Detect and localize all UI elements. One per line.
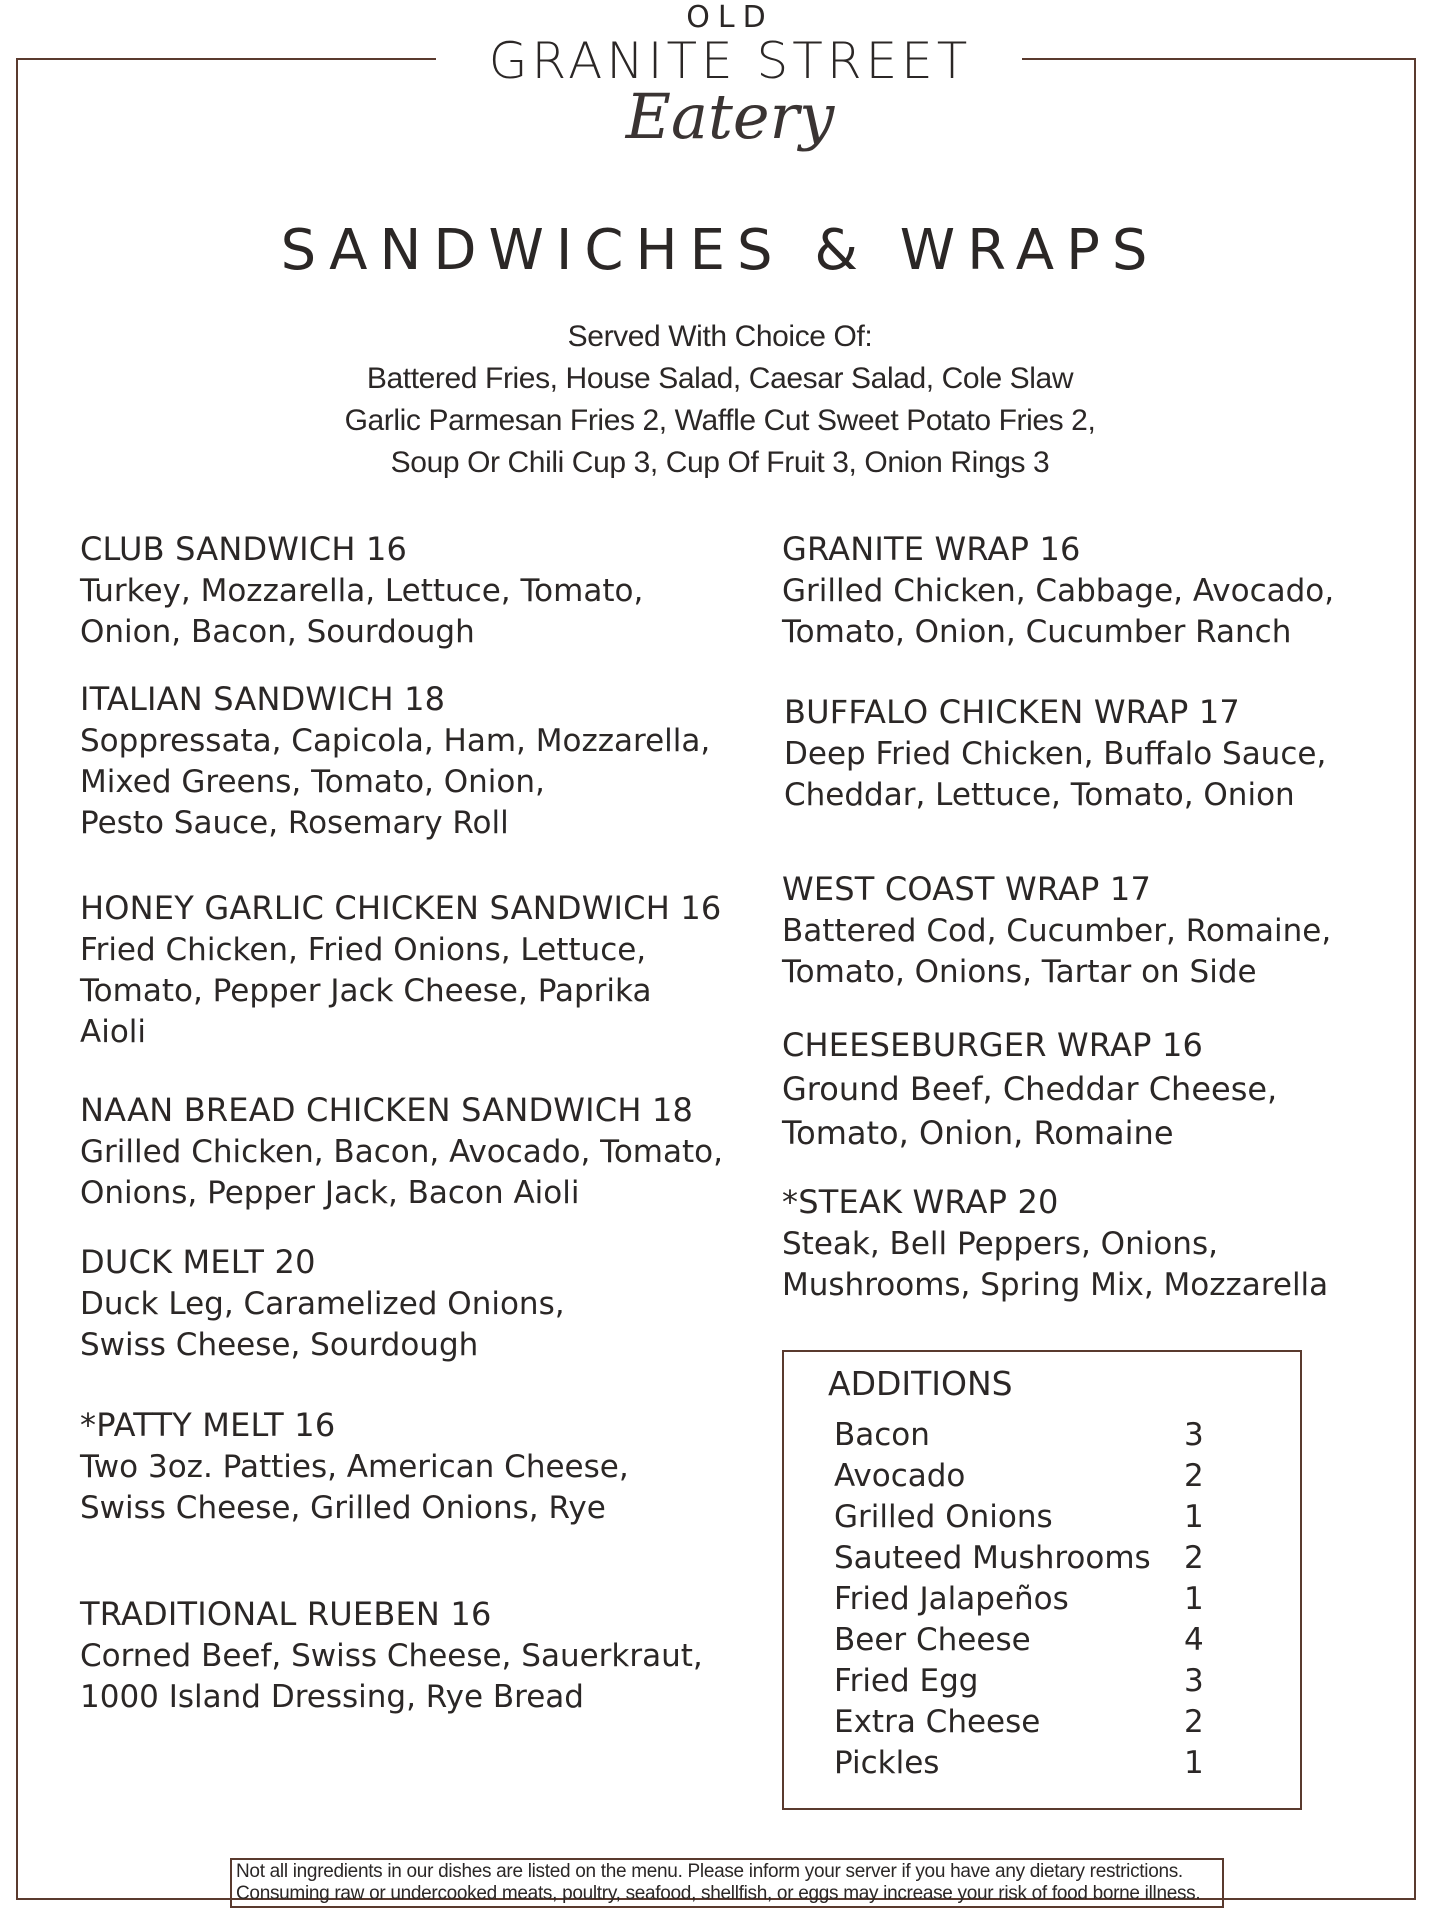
menu-item: [80, 1592, 780, 1718]
menu-item-desc: Turkey, Mozzarella, Lettuce, Tomato, Onion, Bacon, Sourdough: [80, 573, 644, 650]
menu-item-name: NAAN BREAD CHICKEN SANDWICH 18: [80, 1091, 694, 1129]
addition-price: 1: [1184, 1581, 1204, 1617]
menu-item-desc: Steak, Bell Peppers, Onions, Mushrooms, Spring Mix, Mozzarella: [782, 1226, 1329, 1303]
menu-item: [80, 527, 780, 653]
menu-item-desc: Duck Leg, Caramelized Onions, Swiss Cheese, Sourdough: [80, 1286, 565, 1363]
menu-item-desc: Corned Beef, Swiss Cheese, Sauerkraut, 1000 Island Dressing, Rye Bread: [80, 1638, 703, 1715]
logo-main: GRANITE STREET: [488, 32, 972, 90]
logo-old: OLD: [686, 0, 774, 35]
disclaimer-line: Not all ingredients in our dishes are listed on the menu. Please inform your server if you have any dietary restrictions.: [236, 1861, 1183, 1882]
menu-item-name: WEST COAST WRAP 17: [782, 870, 1152, 908]
menu-item: [782, 1180, 1440, 1306]
sides-line: Served With Choice Of:: [567, 320, 873, 353]
addition-label: Avocado: [834, 1458, 966, 1494]
addition-price: 2: [1184, 1540, 1204, 1576]
restaurant-logo: [430, 0, 1030, 170]
menu-item: [80, 1240, 780, 1366]
additions-box: [782, 1350, 1302, 1810]
menu-item-name: DUCK MELT 20: [80, 1243, 316, 1281]
addition-label: Pickles: [834, 1745, 940, 1781]
addition-price: 1: [1184, 1499, 1204, 1535]
page-title: SANDWICHES & WRAPS: [280, 218, 1160, 283]
addition-price: 3: [1184, 1417, 1204, 1453]
border-top-left: [16, 58, 436, 60]
menu-item-name: *PATTY MELT 16: [80, 1406, 336, 1444]
menu-item: [784, 690, 1440, 816]
menu-item-name: HONEY GARLIC CHICKEN SANDWICH 16: [80, 889, 722, 927]
addition-label: Sauteed Mushrooms: [834, 1540, 1151, 1576]
addition-label: Grilled Onions: [834, 1499, 1053, 1535]
menu-item: [80, 677, 780, 844]
addition-label: Fried Egg: [834, 1663, 979, 1699]
menu-item-desc: Grilled Chicken, Cabbage, Avocado, Tomato, Onion, Cucumber Ranch: [782, 573, 1335, 650]
menu-item: [80, 1088, 780, 1214]
menu-item-desc: Ground Beef, Cheddar Cheese, Tomato, Onion, Romaine: [782, 1070, 1278, 1152]
menu-item-name: CLUB SANDWICH 16: [80, 530, 408, 568]
addition-label: Bacon: [834, 1417, 930, 1453]
sides-line: Garlic Parmesan Fries 2, Waffle Cut Sweet Potato Fries 2,: [344, 404, 1096, 437]
disclaimer-line: Consuming raw or undercooked meats, poultry, seafood, shellfish, or eggs may increase your risk of food borne illness.: [236, 1883, 1201, 1904]
menu-item-name: ITALIAN SANDWICH 18: [80, 680, 446, 718]
menu-item: [80, 886, 780, 1053]
menu-item-name: *STEAK WRAP 20: [782, 1183, 1059, 1221]
addition-label: Extra Cheese: [834, 1704, 1041, 1740]
menu-item-desc: Two 3oz. Patties, American Cheese, Swiss Cheese, Grilled Onions, Rye: [80, 1449, 629, 1526]
logo-script: Eatery: [625, 80, 835, 153]
sides-line: Soup Or Chili Cup 3, Cup Of Fruit 3, Onion Rings 3: [390, 446, 1050, 479]
menu-item: [782, 867, 1440, 993]
menu-item-desc: Battered Cod, Cucumber, Romaine, Tomato, Onions, Tartar on Side: [782, 913, 1332, 990]
menu-item-name: GRANITE WRAP 16: [782, 530, 1081, 568]
menu-item-name: TRADITIONAL RUEBEN 16: [80, 1595, 492, 1633]
menu-item-desc: Grilled Chicken, Bacon, Avocado, Tomato, Onions, Pepper Jack, Bacon Aioli: [80, 1134, 723, 1211]
addition-price: 2: [1184, 1704, 1204, 1740]
sides-line: Battered Fries, House Salad, Caesar Salad, Cole Slaw: [366, 362, 1074, 395]
menu-item-desc: Soppressata, Capicola, Ham, Mozzarella, Mixed Greens, Tomato, Onion, Pesto Sauce, Rosemary Roll: [80, 723, 711, 841]
additions-title: ADDITIONS: [828, 1364, 1013, 1403]
addition-price: 1: [1184, 1745, 1204, 1781]
addition-price: 3: [1184, 1663, 1204, 1699]
menu-item-desc: Deep Fried Chicken, Buffalo Sauce, Cheddar, Lettuce, Tomato, Onion: [784, 736, 1327, 813]
addition-label: Fried Jalapeños: [834, 1581, 1069, 1617]
addition-price: 4: [1184, 1622, 1204, 1658]
menu-item-name: CHEESEBURGER WRAP 16: [782, 1026, 1204, 1064]
border-top-right: [1022, 58, 1416, 60]
menu-item: [782, 1023, 1440, 1155]
menu-item-name: BUFFALO CHICKEN WRAP 17: [784, 693, 1240, 731]
disclaimer-box: [230, 1858, 1224, 1908]
menu-item: [80, 1403, 780, 1529]
addition-price: 2: [1184, 1458, 1204, 1494]
menu-item-desc: Fried Chicken, Fried Onions, Lettuce, Tomato, Pepper Jack Cheese, Paprika Aioli: [80, 932, 652, 1050]
sides-info: [0, 316, 1440, 484]
addition-label: Beer Cheese: [834, 1622, 1031, 1658]
menu-item: [782, 527, 1440, 653]
